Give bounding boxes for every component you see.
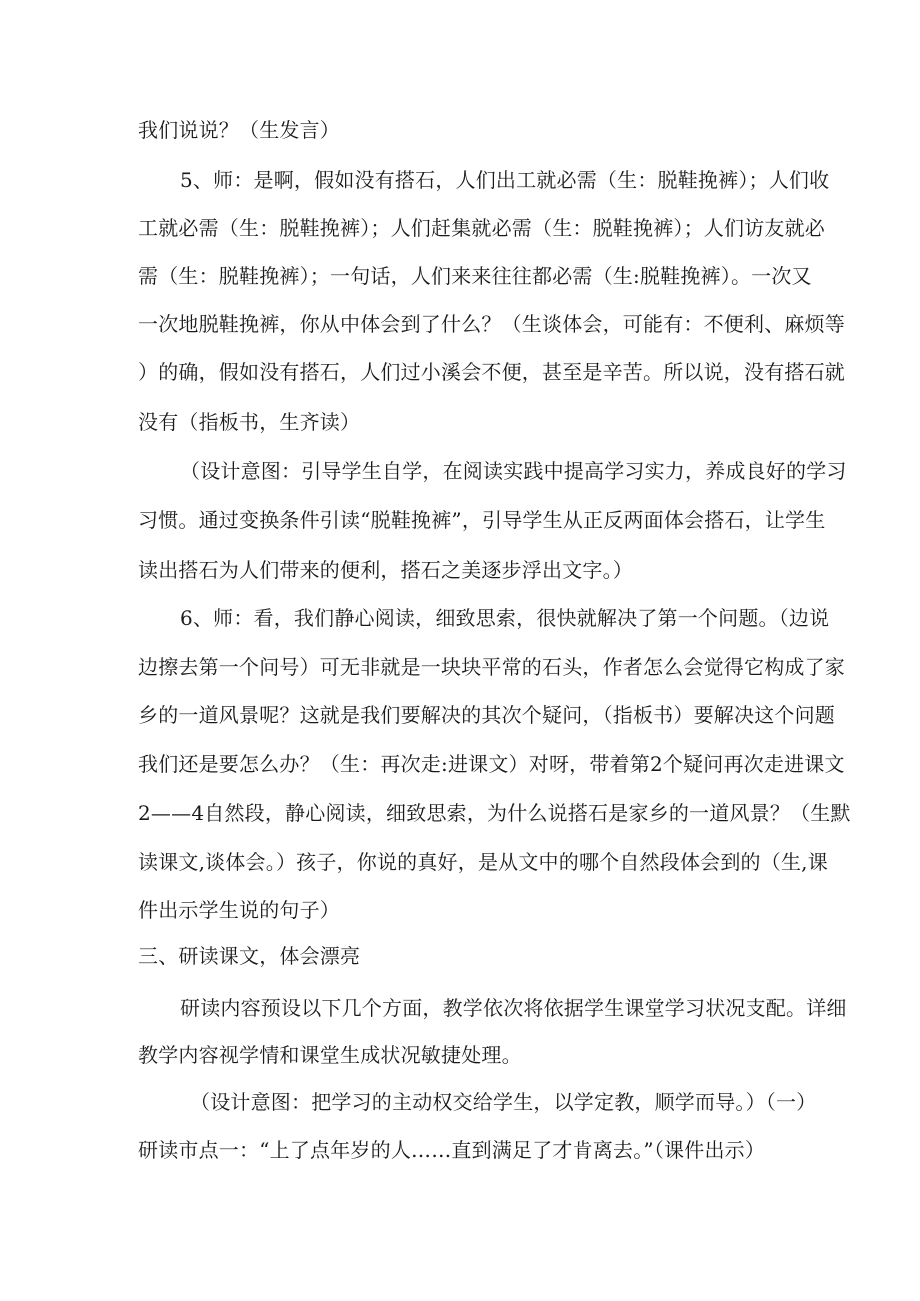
text-line-16: 读课文,谈体会。）孩子，你说的真好，是从文中的哪个自然段体会到的（生,课: [138, 850, 828, 874]
text-line-22: 研读市点一：“上了点年岁的人……直到满足了才肯离去。”（课件出示）: [138, 1138, 766, 1162]
text-line-2: 5、师：是啊，假如没有搭石，人们出工就必需（生：脱鞋挽裤）；人们收: [180, 168, 830, 192]
text-line-4: 需（生：脱鞋挽裤）；一句话，人们来来往往都必需（生:脱鞋挽裤）。一次又: [138, 264, 812, 288]
text-line-14: 我们还是要怎么办？（生：再次走:进课文）对呀，带着第2个疑问再次走进课文: [138, 752, 845, 776]
text-line-5: 一次地脱鞋挽裤，你从中体会到了什么？（生谈体会，可能有：不便利、麻烦等: [138, 312, 845, 336]
text-line-19: 研读内容预设以下几个方面，教学依次将依据学生课堂学习状况支配。详细: [180, 996, 847, 1020]
text-line-13: 乡的一道风景呢？这就是我们要解决的其次个疑问，（指板书）要解决这个问题: [138, 703, 835, 727]
text-line-10: 读出搭石为人们带来的便利，搭石之美逐步浮出文字。）: [138, 558, 633, 582]
text-line-3: 工就必需（生：脱鞋挽裤）；人们赶集就必需（生：脱鞋挽裤）；人们访友就必: [138, 216, 825, 240]
text-line-21: （设计意图：把学习的主动权交给学生，以学定教，顺学而导。）（一）: [190, 1090, 817, 1114]
text-line-7: 没有（指板书，生齐读）: [138, 410, 361, 434]
text-line-20: 教学内容视学情和课堂生成状况敏捷处理。: [138, 1043, 522, 1067]
text-line-1: 我们说说？（生发言）: [138, 118, 340, 142]
text-line-11: 6、师：看，我们静心阅读，细致思索，很快就解决了第一个问题。（边说: [180, 606, 830, 630]
text-line-8: （设计意图：引导学生自学，在阅读实践中提高学习实力，养成良好的学习: [180, 459, 847, 483]
text-line-9: 习惯。通过变换条件引读“脱鞋挽裤”，引导学生从正反两面体会搭石，让学生: [138, 508, 826, 532]
text-line-6: ）的确，假如没有搭石，人们过小溪会不便，甚至是辛苦。所以说，没有搭石就: [138, 360, 845, 384]
text-line-12: 边擦去第一个问号）可无非就是一块块平常的石头，作者怎么会觉得它构成了家: [138, 655, 845, 679]
text-line-15: 2——4自然段，静心阅读，细致思索，为什么说搭石是家乡的一道风景？（生默: [138, 801, 851, 825]
text-line-17: 件出示学生说的句子）: [138, 898, 340, 922]
section-heading: 三、研读课文，体会漂亮: [138, 944, 361, 968]
